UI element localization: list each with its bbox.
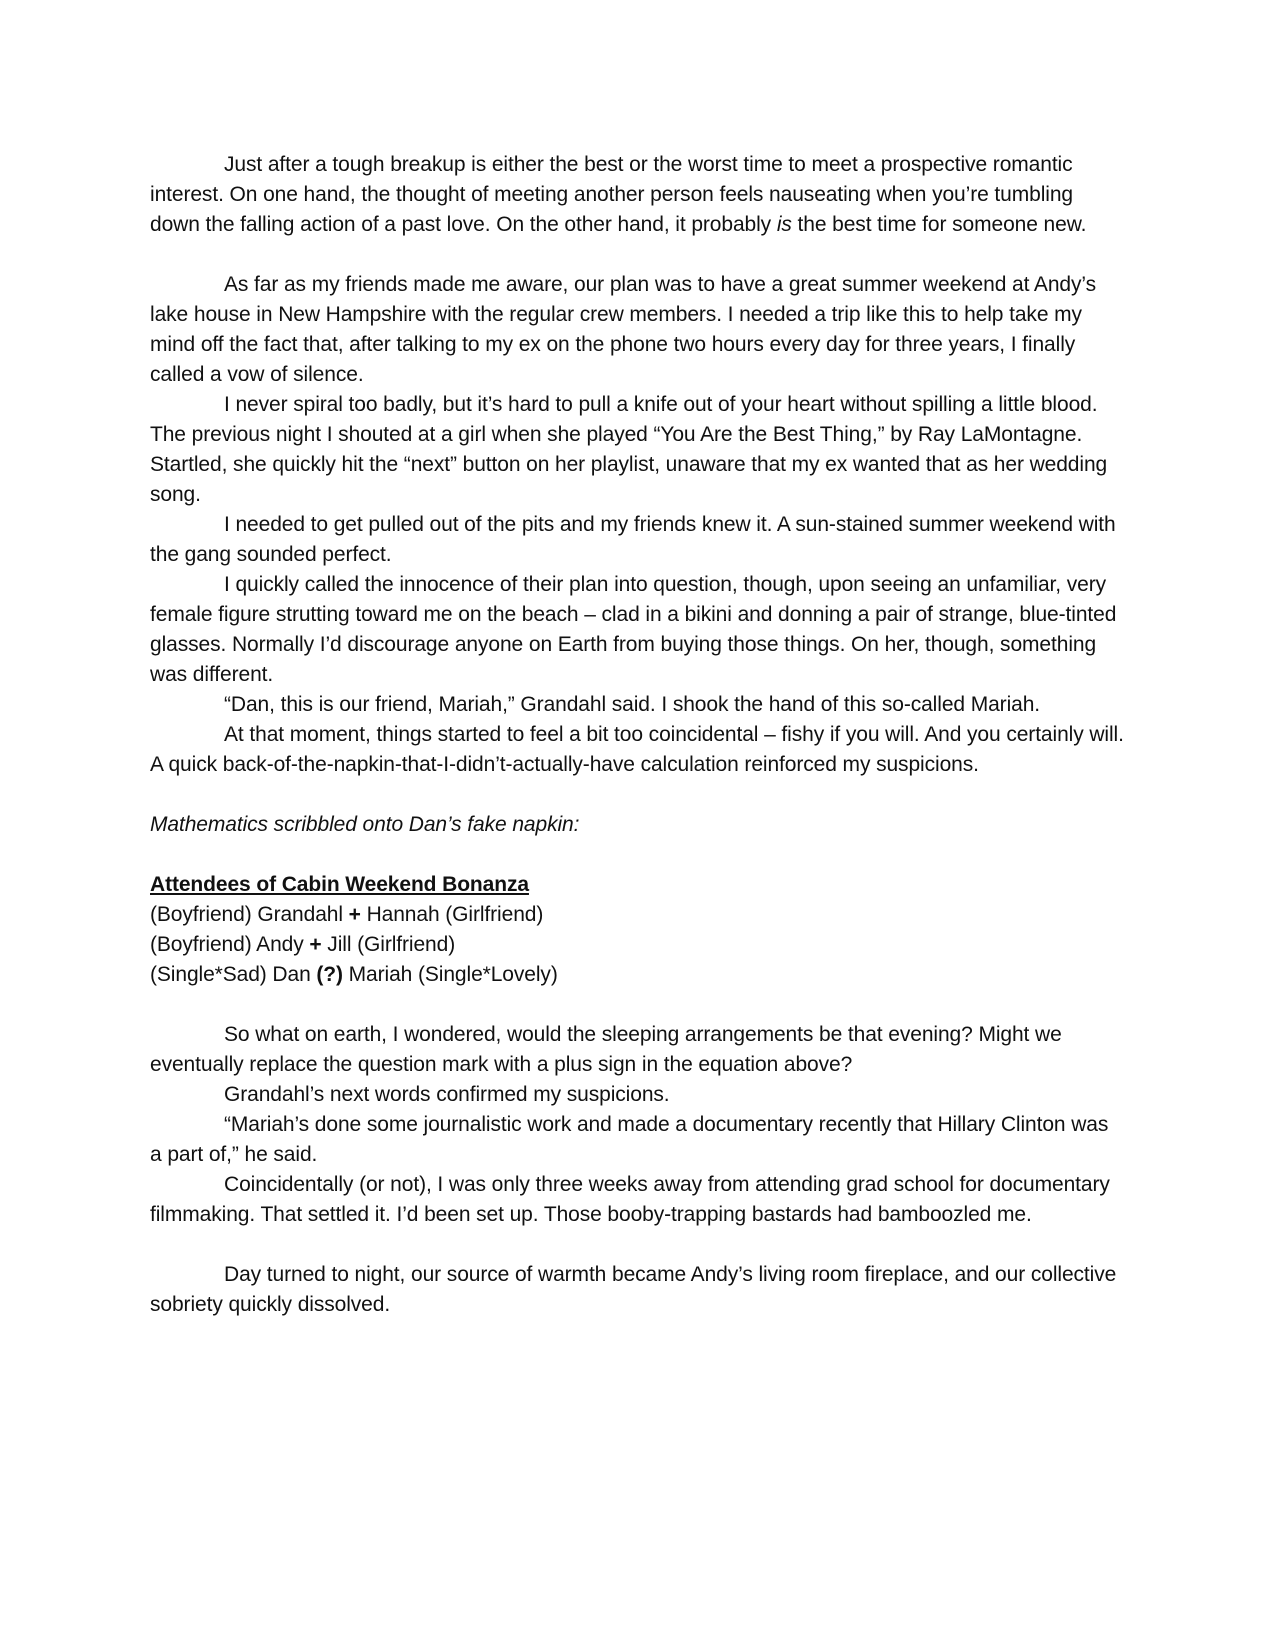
- attendees-list: [150, 870, 1125, 990]
- paragraph-spiral: I never spiral too badly, but it’s hard to pull a knife out of your heart without spilling a little blood. The previous night I shouted at a girl when she played “You Are the Best Thing,” by Ray LaMontagne. Startled, she quickly hit the “next” button on her playlist, unaware that my ex wanted that as her wedding song.: [150, 393, 1108, 506]
- paragraph-pulled-out: I needed to get pulled out of the pits and my friends knew it. A sun-stained summer weekend with the gang sounded perfect.: [150, 513, 1116, 566]
- paragraph-sleeping-arrangements: So what on earth, I wondered, would the sleeping arrangements be that evening? Might we eventually replace the question mark with a plus sign in the equation above?: [150, 1023, 1062, 1076]
- paragraph-spacer: [150, 1230, 1125, 1260]
- attendee-operator: +: [309, 933, 322, 956]
- napkin-caption: Mathematics scribbled onto Dan’s fake napkin:: [150, 813, 580, 836]
- paragraph-coincidental: At that moment, things started to feel a bit too coincidental – fishy if you will. And you certainly will. A quick back-of-the-napkin-that-I-didn’t-actually-have calculation reinforced my suspicions.: [150, 723, 1124, 776]
- paragraph-spacer: [150, 240, 1125, 270]
- document-page: [150, 150, 1125, 1320]
- attendee-left: (Single*Sad) Dan: [150, 963, 317, 986]
- attendee-left: (Boyfriend) Andy: [150, 933, 310, 956]
- attendee-operator: (?): [316, 963, 343, 986]
- paragraph-spacer: [150, 990, 1125, 1020]
- paragraph-innocence: I quickly called the innocence of their plan into question, though, upon seeing an unfamiliar, very female figure strutting toward me on the beach – clad in a bikini and donning a pair of strange, blue-tinted glasses. Normally I’d discourage anyone on Earth from buying those things. On her, though, something was different.: [150, 573, 1117, 686]
- attendee-right: Jill (Girlfriend): [321, 933, 456, 956]
- attendee-right: Mariah (Single*Lovely): [342, 963, 558, 986]
- emphasis-text: is: [776, 213, 792, 236]
- attendee-row: [150, 900, 1125, 930]
- attendee-right: Hannah (Girlfriend): [360, 903, 544, 926]
- paragraph-documentary: “Mariah’s done some journalistic work and made a documentary recently that Hillary Clinton was a part of,” he said.: [150, 1113, 1109, 1166]
- attendee-row: [150, 960, 1125, 990]
- attendees-heading: Attendees of Cabin Weekend Bonanza: [150, 873, 529, 896]
- attendee-row: [150, 930, 1125, 960]
- paragraph-text: the best time for someone new.: [791, 213, 1087, 236]
- paragraph-spacer: [150, 780, 1125, 810]
- attendee-operator: +: [348, 903, 361, 926]
- paragraph-introduction: “Dan, this is our friend, Mariah,” Grandahl said. I shook the hand of this so-called Mariah.: [224, 693, 1041, 716]
- paragraph-lake-house-plan: As far as my friends made me aware, our plan was to have a great summer weekend at Andy’s lake house in New Hampshire with the regular crew members. I needed a trip like this to help take my mind off the fact that, after talking to my ex on the phone two hours every day for three years, I finally called a vow of silence.: [150, 273, 1096, 386]
- paragraph-text: Just after a tough breakup is either the best or the worst time to meet a prospective romantic interest. On one hand, the thought of meeting another person feels nauseating when you’re tumbling down the falling action of a past love. On the other hand, it probably: [150, 153, 1073, 236]
- paragraph-next-words: Grandahl’s next words confirmed my suspicions.: [224, 1083, 670, 1106]
- attendee-left: (Boyfriend) Grandahl: [150, 903, 349, 926]
- paragraph-day-to-night: Day turned to night, our source of warmth became Andy’s living room fireplace, and our collective sobriety quickly dissolved.: [150, 1263, 1117, 1316]
- paragraph-spacer: [150, 840, 1125, 870]
- paragraph-breakup-intro: [150, 150, 1125, 240]
- paragraph-grad-school: Coincidentally (or not), I was only three weeks away from attending grad school for documentary filmmaking. That settled it. I’d been set up. Those booby-trapping bastards had bamboozled me.: [150, 1173, 1110, 1226]
